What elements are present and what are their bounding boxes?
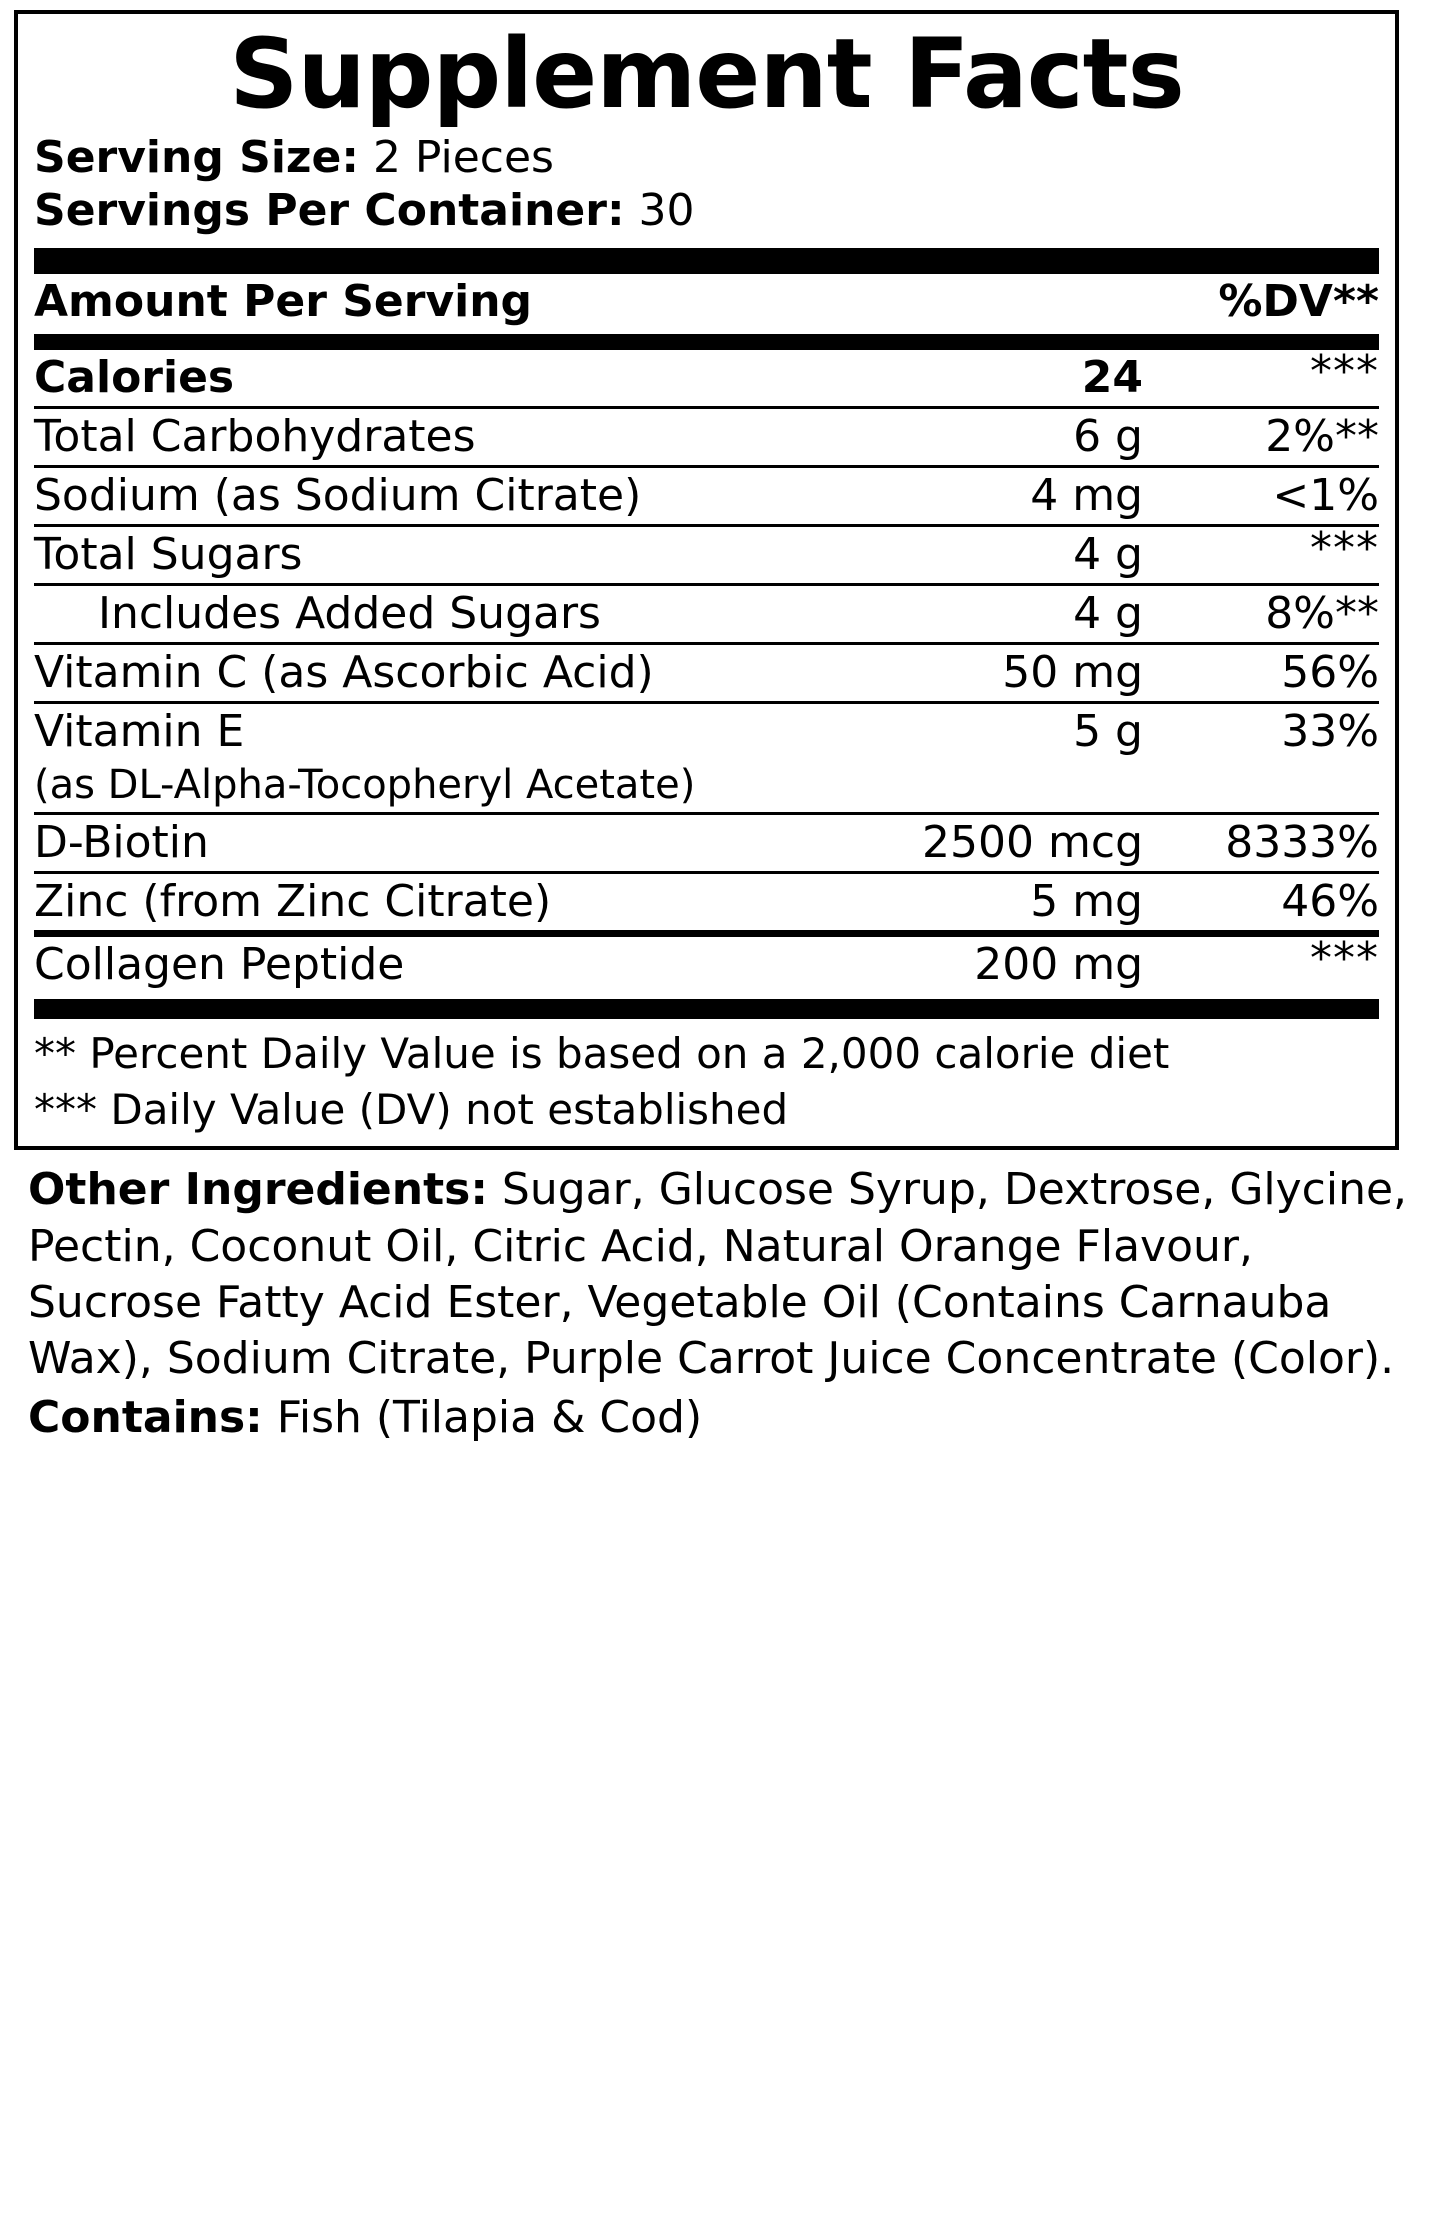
other-ingredients-text: Sugar, Glucose Syrup, Dextrose, Glycine, Pectin, Coconut Oil, Citric Acid, Natural Orange Flavour, Sucrose Fatty Acid Ester, Vegetable Oil (Contains Carnauba Wax), Sodium Citrate, Purple Carrot Juice Concentrate (Color). <box>28 1164 1408 1385</box>
row-dv: 8%** <box>1159 585 1379 644</box>
row-name: D-Biotin <box>34 813 913 872</box>
footnote-daily-value: ** Percent Daily Value is based on a 2,000 calorie diet <box>34 1028 1170 1078</box>
table-header-row <box>34 274 1379 330</box>
row-amount: 2500 mcg <box>913 813 1159 872</box>
row-amount: 24 <box>1081 352 1143 404</box>
serving-size-label: Serving Size: <box>34 131 359 183</box>
row-amount: 50 mg <box>913 644 1159 703</box>
row-dv: 56% <box>1159 644 1379 703</box>
table-row <box>34 644 1379 703</box>
row-dv: *** <box>1310 346 1379 398</box>
dv-header: %DV** <box>1218 276 1379 328</box>
row-name: Sodium (as Sodium Citrate) <box>34 467 913 526</box>
table-row <box>34 467 1379 526</box>
row-name: Total Sugars <box>34 526 913 585</box>
row-amount: 5 mg <box>913 872 1159 933</box>
table-row <box>34 350 1379 408</box>
row-amount: 4 g <box>913 526 1159 585</box>
table-row <box>34 872 1379 933</box>
divider-bar-top <box>34 248 1379 274</box>
row-dv: 46% <box>1159 872 1379 933</box>
contains-block <box>28 1390 1418 1446</box>
other-ingredients-block <box>28 1162 1418 1446</box>
header-spacer <box>913 274 1159 330</box>
table-row <box>34 526 1379 585</box>
row-name: Collagen Peptide <box>34 933 913 993</box>
table-row <box>34 813 1379 872</box>
row-amount: 5 g <box>913 703 1159 761</box>
supplement-facts-box <box>14 10 1399 1150</box>
servings-per-container-value: 30 <box>638 185 695 237</box>
contains-text: Fish (Tilapia & Cod) <box>276 1391 703 1443</box>
footnote-not-established: *** Daily Value (DV) not established <box>34 1084 789 1134</box>
table-row-subnote <box>34 760 1379 813</box>
row-name: Includes Added Sugars <box>34 585 913 644</box>
servings-per-container-line <box>34 184 1379 238</box>
contains-label: Contains: <box>28 1391 263 1443</box>
row-name: Calories <box>34 352 235 404</box>
row-subnote: (as DL-Alpha-Tocopheryl Acetate) <box>34 762 696 809</box>
amount-per-serving-header: Amount Per Serving <box>34 276 533 328</box>
row-amount: 6 g <box>913 408 1159 467</box>
row-dv: <1% <box>1159 467 1379 526</box>
supplement-facts-panel <box>14 10 1408 1446</box>
row-dv: *** <box>1159 927 1379 987</box>
row-amount: 200 mg <box>913 933 1159 993</box>
row-dv: 8333% <box>1159 813 1379 872</box>
servings-per-container-label: Servings Per Container: <box>34 185 625 237</box>
row-name: Zinc (from Zinc Citrate) <box>34 872 913 933</box>
serving-size-value: 2 Pieces <box>372 131 554 183</box>
row-amount: 4 mg <box>913 467 1159 526</box>
table-row <box>34 585 1379 644</box>
row-name: Vitamin C (as Ascorbic Acid) <box>34 644 913 703</box>
serving-size-line <box>34 131 1379 185</box>
row-dv: 33% <box>1159 703 1379 761</box>
table-row <box>34 703 1379 761</box>
row-name: Vitamin E <box>34 703 913 761</box>
nutrition-table <box>34 274 1379 330</box>
nutrition-rows-table <box>34 346 1379 993</box>
table-row <box>34 933 1379 993</box>
row-dv: *** <box>1159 520 1379 579</box>
other-ingredients-label: Other Ingredients: <box>28 1164 488 1216</box>
page-title: Supplement Facts <box>229 18 1184 130</box>
row-name: Total Carbohydrates <box>34 408 913 467</box>
row-amount: 4 g <box>913 585 1159 644</box>
row-dv: 2%** <box>1159 408 1379 467</box>
divider-bar-bottom <box>34 999 1379 1019</box>
table-row <box>34 408 1379 467</box>
